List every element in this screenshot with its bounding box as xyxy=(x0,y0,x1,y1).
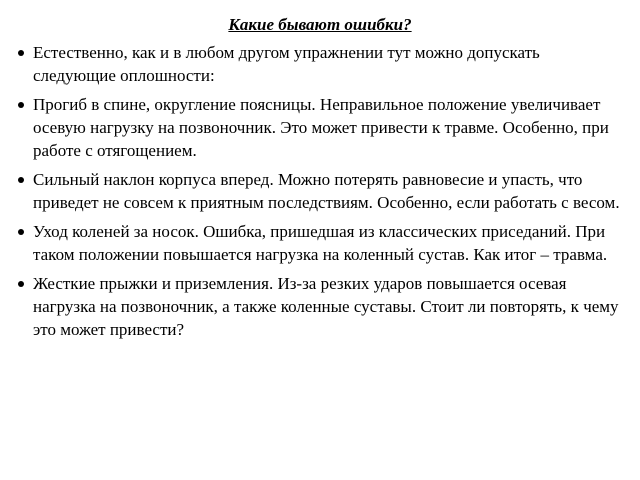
list-item xyxy=(16,93,624,162)
bullet-icon xyxy=(18,102,24,108)
bullet-icon xyxy=(18,177,24,183)
list-item xyxy=(16,272,624,341)
page-title: Какие бывают ошибки? xyxy=(228,15,412,34)
list-item-text: Жесткие прыжки и приземления. Из-за резких ударов повышается осевая нагрузка на позвоночник, а также коленные суставы. Стоит ли повторять, к чему это может привести? xyxy=(33,274,619,339)
list-item xyxy=(16,220,624,266)
list-item xyxy=(16,168,624,214)
list-item-text: Сильный наклон корпуса вперед. Можно потерять равновесие и упасть, что приведет не совсем к приятным последствиям. Особенно, если работать с весом. xyxy=(33,170,620,212)
bullet-icon xyxy=(18,50,24,56)
bullet-list xyxy=(16,41,624,341)
bullet-icon xyxy=(18,229,24,235)
list-item-text: Естественно, как и в любом другом упражнении тут можно допускать следующие оплошности: xyxy=(33,43,540,85)
list-item xyxy=(16,41,624,87)
list-item-text: Уход коленей за носок. Ошибка, пришедшая из классических приседаний. При таком положении повышается нагрузка на коленный сустав. Как итог – травма. xyxy=(33,222,608,264)
bullet-icon xyxy=(18,281,24,287)
list-item-text: Прогиб в спине, округление поясницы. Неправильное положение увеличивает осевую нагрузку на позвоночник. Это может привести к травме. Особенно, при работе с отягощением. xyxy=(33,95,609,160)
